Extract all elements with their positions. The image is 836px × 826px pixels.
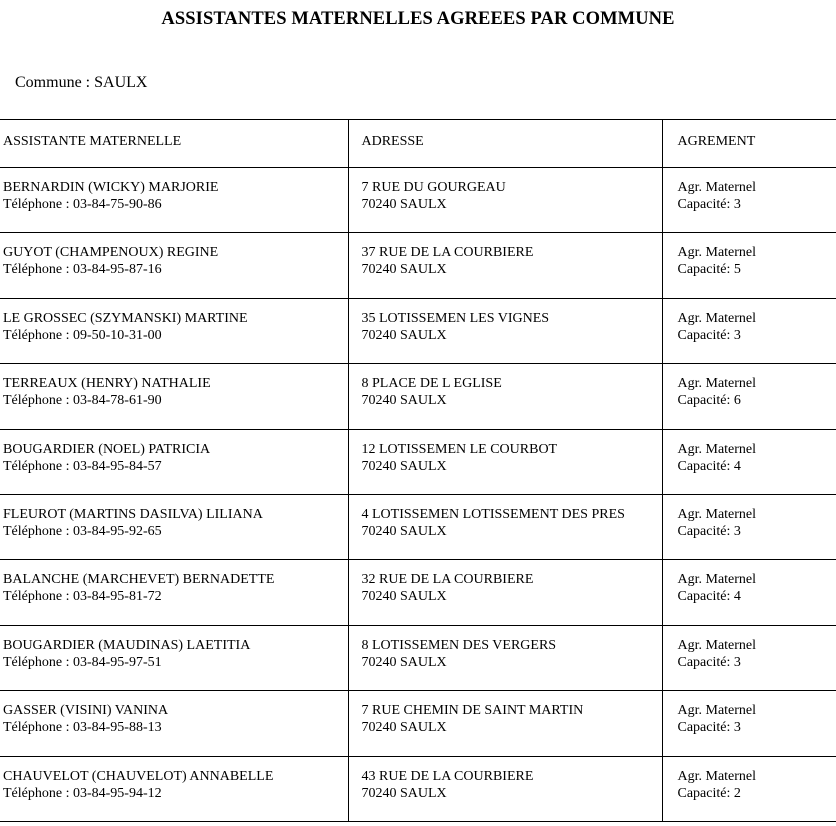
cell-assistante	[0, 429, 348, 494]
address-street: 43 RUE DE LA COURBIERE	[361, 768, 534, 784]
address-city: 70240 SAULX	[361, 393, 447, 409]
table-row	[0, 168, 836, 233]
address-city: 70240 SAULX	[361, 327, 447, 343]
assistante-phone: Téléphone : 03-84-95-92-65	[3, 523, 162, 539]
address-street: 8 LOTISSEMEN DES VERGERS	[361, 637, 557, 653]
assistante-phone: Téléphone : 03-84-75-90-86	[3, 197, 162, 212]
address-street: 7 RUE DU GOURGEAU	[361, 180, 506, 195]
table-row	[0, 494, 836, 559]
assistante-phone: Téléphone : 03-84-95-84-57	[3, 458, 162, 474]
agrement-capacite: Capacité: 3	[677, 523, 741, 539]
table-row	[0, 625, 836, 690]
address-city: 70240 SAULX	[361, 197, 447, 212]
table-header-row	[0, 120, 836, 168]
address-city: 70240 SAULX	[361, 785, 447, 801]
agrement-type: Agr. Maternel	[677, 245, 757, 261]
header-adresse: ADRESSE	[348, 120, 662, 168]
cell-adresse	[348, 494, 662, 559]
agrement-type: Agr. Maternel	[677, 703, 757, 719]
address-city: 70240 SAULX	[361, 262, 447, 278]
agrement-type: Agr. Maternel	[677, 441, 757, 457]
assistante-phone: Téléphone : 03-84-95-87-16	[3, 262, 162, 278]
assistante-name: GASSER (VISINI) VANINA	[3, 703, 169, 719]
assistante-name: BOUGARDIER (MAUDINAS) LAETITIA	[3, 637, 251, 653]
address-city: 70240 SAULX	[361, 523, 447, 539]
assistante-name: BERNARDIN (WICKY) MARJORIE	[3, 180, 219, 195]
cell-assistante	[0, 756, 348, 821]
table-row	[0, 691, 836, 756]
cell-agrement	[662, 429, 836, 494]
table-row	[0, 429, 836, 494]
cell-assistante	[0, 560, 348, 625]
address-street: 35 LOTISSEMEN LES VIGNES	[361, 310, 550, 326]
cell-adresse	[348, 625, 662, 690]
cell-agrement	[662, 233, 836, 298]
agrement-capacite: Capacité: 4	[677, 589, 741, 605]
header-agrement: AGREMENT	[662, 120, 836, 168]
commune-label: Commune :	[15, 74, 91, 91]
page-title: ASSISTANTES MATERNELLES AGREEES PAR COMMUNE	[161, 9, 675, 29]
address-city: 70240 SAULX	[361, 654, 447, 670]
table-row	[0, 756, 836, 821]
cell-adresse	[348, 298, 662, 363]
address-city: 70240 SAULX	[361, 458, 447, 474]
cell-assistante	[0, 364, 348, 429]
assistante-name: FLEUROT (MARTINS DASILVA) LILIANA	[3, 506, 263, 522]
cell-adresse	[348, 756, 662, 821]
agrement-type: Agr. Maternel	[677, 768, 757, 784]
table-body	[0, 168, 836, 822]
cell-adresse	[348, 560, 662, 625]
assistante-name: CHAUVELOT (CHAUVELOT) ANNABELLE	[3, 768, 274, 784]
agrement-capacite: Capacité: 6	[677, 393, 741, 409]
cell-assistante	[0, 298, 348, 363]
address-street: 4 LOTISSEMEN LOTISSEMENT DES PRES	[361, 506, 625, 522]
cell-assistante	[0, 625, 348, 690]
table-row	[0, 233, 836, 298]
commune-value: SAULX	[94, 74, 148, 91]
cell-agrement	[662, 298, 836, 363]
cell-assistante	[0, 691, 348, 756]
agrement-capacite: Capacité: 3	[677, 720, 741, 736]
cell-adresse	[348, 691, 662, 756]
header-assistante: ASSISTANTE MATERNELLE	[0, 120, 348, 168]
agrement-type: Agr. Maternel	[677, 637, 757, 653]
address-city: 70240 SAULX	[361, 589, 447, 605]
cell-agrement	[662, 756, 836, 821]
table-row	[0, 298, 836, 363]
agrement-type: Agr. Maternel	[677, 180, 757, 195]
cell-agrement	[662, 625, 836, 690]
assistante-phone: Téléphone : 03-84-95-94-12	[3, 785, 162, 801]
agrement-capacite: Capacité: 2	[677, 785, 741, 801]
assistante-phone: Téléphone : 09-50-10-31-00	[3, 327, 162, 343]
agrement-type: Agr. Maternel	[677, 310, 757, 326]
agrement-type: Agr. Maternel	[677, 506, 757, 522]
table-row	[0, 364, 836, 429]
assistante-phone: Téléphone : 03-84-95-97-51	[3, 654, 162, 670]
assistante-phone: Téléphone : 03-84-95-81-72	[3, 589, 162, 605]
cell-assistante	[0, 233, 348, 298]
agrement-type: Agr. Maternel	[677, 572, 757, 588]
agrement-capacite: Capacité: 3	[677, 654, 741, 670]
address-street: 8 PLACE DE L EGLISE	[361, 376, 502, 392]
agrement-capacite: Capacité: 3	[677, 197, 741, 212]
assistante-name: LE GROSSEC (SZYMANSKI) MARTINE	[3, 310, 248, 326]
assistante-name: GUYOT (CHAMPENOUX) REGINE	[3, 245, 219, 261]
address-street: 12 LOTISSEMEN LE COURBOT	[361, 441, 558, 457]
cell-adresse	[348, 233, 662, 298]
assistante-phone: Téléphone : 03-84-78-61-90	[3, 393, 162, 409]
address-street: 37 RUE DE LA COURBIERE	[361, 245, 534, 261]
assistantes-table	[0, 119, 836, 822]
assistante-phone: Téléphone : 03-84-95-88-13	[3, 720, 162, 736]
cell-adresse	[348, 168, 662, 233]
assistante-name: BALANCHE (MARCHEVET) BERNADETTE	[3, 572, 275, 588]
cell-assistante	[0, 168, 348, 233]
assistante-name: TERREAUX (HENRY) NATHALIE	[3, 376, 211, 392]
agrement-type: Agr. Maternel	[677, 376, 757, 392]
address-street: 7 RUE CHEMIN DE SAINT MARTIN	[361, 703, 584, 719]
agrement-capacite: Capacité: 5	[677, 262, 741, 278]
cell-agrement	[662, 691, 836, 756]
commune-line	[15, 74, 147, 92]
cell-assistante	[0, 494, 348, 559]
address-street: 32 RUE DE LA COURBIERE	[361, 572, 534, 588]
cell-adresse	[348, 429, 662, 494]
agrement-capacite: Capacité: 3	[677, 327, 741, 343]
assistante-name: BOUGARDIER (NOEL) PATRICIA	[3, 441, 211, 457]
address-city: 70240 SAULX	[361, 720, 447, 736]
cell-adresse	[348, 364, 662, 429]
cell-agrement	[662, 494, 836, 559]
agrement-capacite: Capacité: 4	[677, 458, 741, 474]
table-row	[0, 560, 836, 625]
cell-agrement	[662, 364, 836, 429]
cell-agrement	[662, 560, 836, 625]
cell-agrement	[662, 168, 836, 233]
